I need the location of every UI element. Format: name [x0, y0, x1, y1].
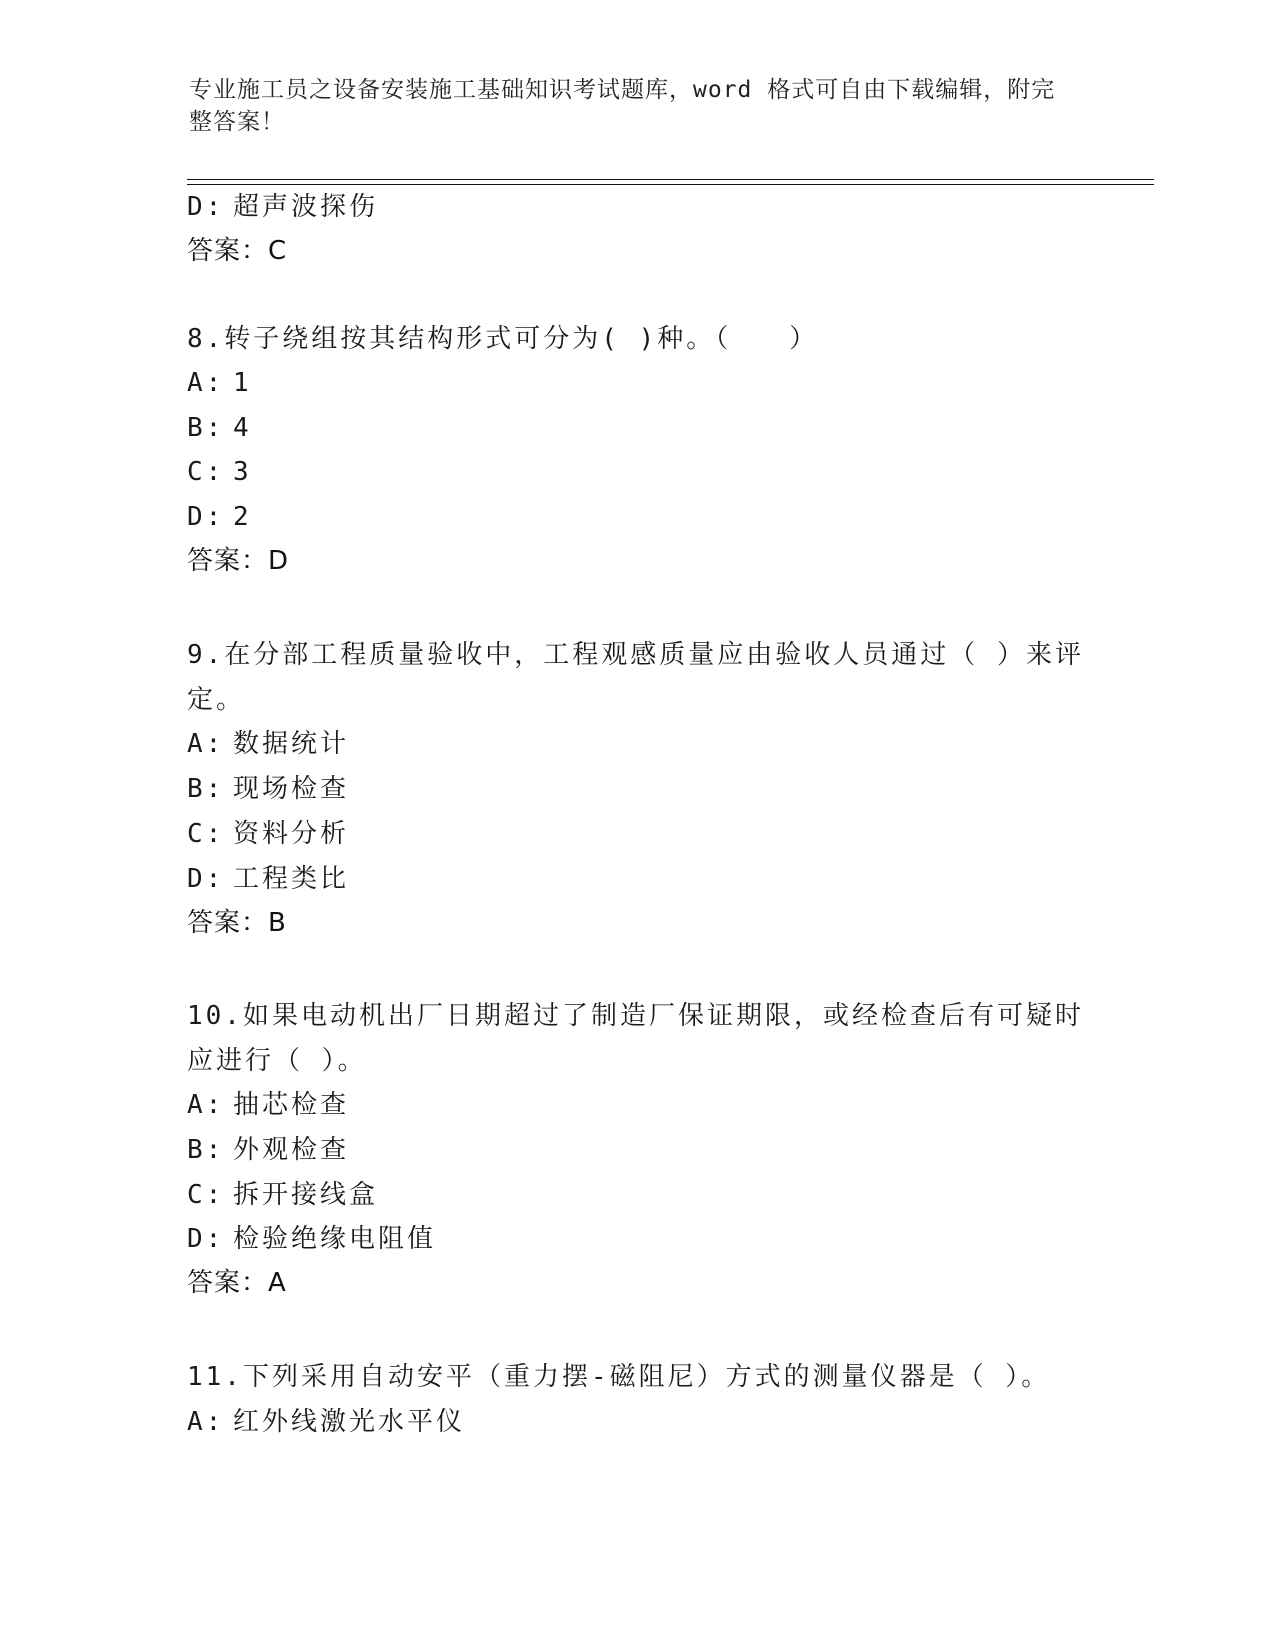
document-header [189, 74, 1069, 138]
prev-answer: 答案：C [187, 236, 288, 266]
q8-option-a [187, 360, 252, 406]
q11-option-a [187, 1399, 465, 1445]
header-rule-top [187, 179, 1154, 180]
option-letter: B: [187, 1135, 225, 1165]
option-text: 资料分析 [233, 819, 350, 849]
option-letter: B: [187, 774, 225, 804]
option-letter: A: [187, 1090, 225, 1120]
q10-option-c [187, 1172, 378, 1218]
option-text: 数据统计 [233, 729, 350, 759]
q8-stem: 8.转子绕组按其结构形式可分为( )种。（ ） [187, 324, 819, 354]
q8-answer: 答案：D [187, 546, 290, 576]
q10-option-a [187, 1082, 349, 1128]
option-letter: B: [187, 413, 225, 443]
prev-option-d [187, 184, 378, 230]
option-letter: A: [187, 729, 225, 759]
q9-option-b [187, 766, 349, 812]
q11-stem: 11.下列采用自动安平（重力摆-磁阻尼）方式的测量仪器是（ ）。 [187, 1362, 1051, 1392]
q9-option-d [187, 856, 349, 902]
option-text: 检验绝缘电阻值 [233, 1224, 437, 1254]
option-letter: D: [187, 502, 225, 532]
option-text: 抽芯检查 [233, 1090, 350, 1120]
option-text: 4 [233, 413, 252, 443]
option-text: 拆开接线盒 [233, 1180, 379, 1210]
option-letter: A: [187, 1407, 225, 1437]
q10-option-d [187, 1216, 436, 1262]
option-text: 3 [233, 457, 252, 487]
header-line-1: 专业施工员之设备安装施工基础知识考试题库，word 格式可自由下载编辑，附完 [189, 77, 1056, 103]
option-letter: D: [187, 864, 225, 894]
header-line-2: 整答案！ [189, 109, 285, 135]
q10-stem-line-2: 应进行（ ）。 [187, 1046, 367, 1076]
q8-option-c [187, 449, 252, 495]
option-text: 现场检查 [233, 774, 350, 804]
option-text: 工程类比 [233, 864, 350, 894]
q9-stem-line-2: 定。 [187, 685, 246, 715]
option-letter: C: [187, 457, 225, 487]
option-letter: C: [187, 1180, 225, 1210]
option-text: 红外线激光水平仪 [233, 1407, 466, 1437]
option-letter: C: [187, 819, 225, 849]
option-letter: D: [187, 192, 225, 222]
q10-option-b [187, 1127, 349, 1173]
option-text: 外观检查 [233, 1135, 350, 1165]
option-text: 2 [233, 502, 252, 532]
q9-option-c [187, 811, 349, 857]
option-text: 1 [233, 368, 252, 398]
q8-option-d [187, 494, 252, 540]
option-letter: A: [187, 368, 225, 398]
q9-answer: 答案：B [187, 908, 287, 938]
q9-option-a [187, 721, 349, 767]
q8-option-b [187, 405, 252, 451]
q10-answer: 答案：A [187, 1268, 287, 1298]
q9-stem-line-1: 9.在分部工程质量验收中，工程观感质量应由验收人员通过（ ）来评 [187, 640, 1084, 670]
option-letter: D: [187, 1224, 225, 1254]
option-text: 超声波探伤 [233, 192, 379, 222]
q10-stem-line-1: 10.如果电动机出厂日期超过了制造厂保证期限，或经检查后有可疑时 [187, 1001, 1084, 1031]
